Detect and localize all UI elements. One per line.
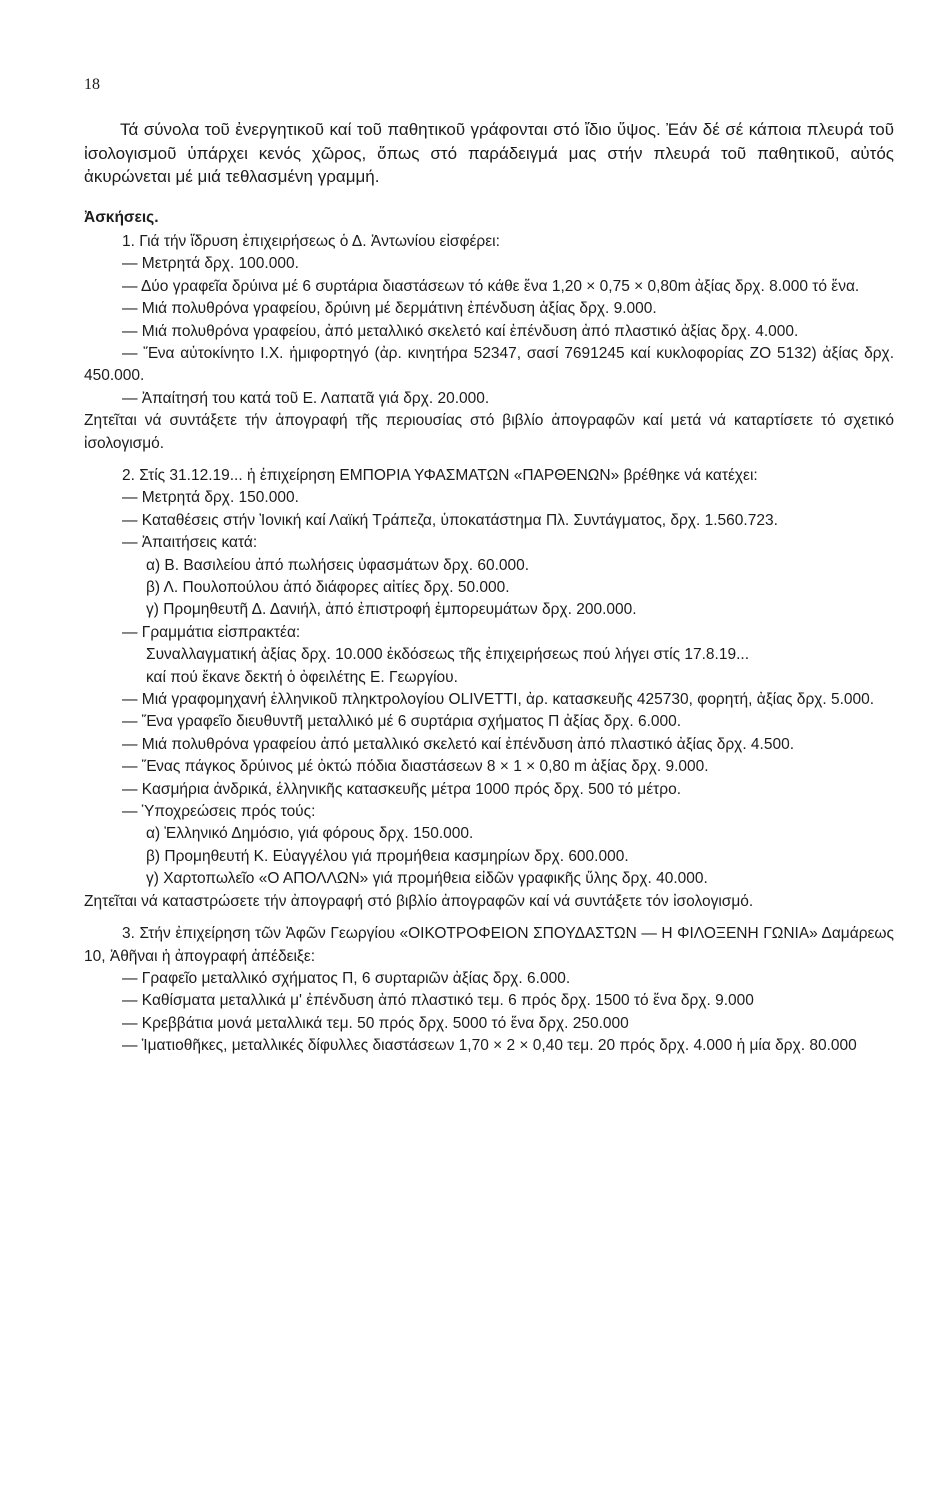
page-number: 18 [84,76,100,93]
exercises-heading: Ἀσκήσεις. [84,208,159,226]
exercise-2-asset: — Μιά γραφομηχανή ἑλληνικοῦ πληκτρολογίου OLIVETTI, ἀρ. κατασκευῆς 425730, φορητή, ἀξίας δρχ. 5.000. [122,691,875,709]
exercise-3-item: — Κρεββάτια μονά μεταλλικά τεμ. 50 πρός δρχ. 5000 τό ἕνα δρχ. 250.000 [122,1014,629,1032]
exercise-1-title: 1. Γιά τήν ἵδρυση ἐπιχειρήσεως ὁ Δ. Ἀντωνίου εἰσφέρει: [122,232,500,250]
exercise-1-item: — Μιά πολυθρόνα γραφείου, δρύινη μέ δερμάτινη ἐπένδυση ἀξίας δρχ. 9.000. [122,300,657,318]
exercise-1-item: — Μιά πολυθρόνα γραφείου, ἀπό μεταλλικό σκελετό καί ἐπένδυση ἀπό πλαστικό ἀξίας δρχ. 4.000. [122,322,799,340]
exercise-2-cash: — Μετρητά δρχ. 150.000. [122,489,299,507]
exercise-1-item: — Ἀπαίτησή του κατά τοῦ Ε. Λαπατᾶ γιά δρχ. 20.000. [122,389,490,407]
exercise-2-title: 2. Στίς 31.12.19... ἡ ἐπιχείρηση ΕΜΠΟΡΙΑ ΥΦΑΣΜΑΤΩΝ «ΠΑΡΘΕΝΩΝ» βρέθηκε νά κατέχει: [122,466,758,484]
exercise-2-notes-label: — Γραμμάτια εἰσπρακτέα: [122,623,301,641]
exercise-2-claim: α) Β. Βασιλείου ἀπό πωλήσεις ὑφασμάτων δρχ. 60.000. [146,556,530,574]
exercise-2-asset: — Κασμήρια ἀνδρικά, ἑλληνικῆς κατασκευῆς μέτρα 1000 πρός δρχ. 500 τό μέτρο. [122,780,682,798]
exercise-1-item: — Ἕνα αὐτοκίνητο Ι.Χ. ἡμιφορτηγό (ἀρ. κινητήρα 52347, σασί 7691245 καί κυκλοφορίας ΖΟ 5132) ἀξίας δρχ. 450.000. [84,344,894,385]
exercise-2-notes-line: Συναλλαγματική ἀξίας δρχ. 10.000 ἐκδόσεως τῆς ἐπιχειρήσεως πού λήγει στίς 17.8.19... [146,646,749,664]
exercise-2-claims-label: — Ἀπαιτήσεις κατά: [122,534,258,552]
exercise-2-asset: — Ἕνα γραφεῖο διευθυντῆ μεταλλικό μέ 6 συρτάρια σχήματος Π ἀξίας δρχ. 6.000. [122,713,682,731]
exercise-2-liability: α) Ἑλληνικό Δημόσιο, γιά φόρους δρχ. 150.000. [146,825,474,843]
exercise-2-asset: — Ἕνας πάγκος δρύινος μέ ὀκτώ πόδια διαστάσεων 8 × 1 × 0,80 m ἀξίας δρχ. 9.000. [122,758,709,776]
exercise-2-notes-line: καί πού ἔκανε δεκτή ὁ ὀφειλέτης Ε. Γεωργίου. [146,668,458,686]
exercise-3-title: 3. Στήν ἐπιχείρηση τῶν Ἀφῶν Γεωργίου «ΟΙΚΟΤΡΟΦΕΙΟΝ ΣΠΟΥΔΑΣΤΩΝ — Η ΦΙΛΟΞΕΝΗ ΓΩΝΙΑ» Δαμάρεως 10, Ἀθῆναι ἡ ἀπογραφή ἀπέδειξε: [84,925,894,965]
exercise-2-claim: β) Λ. Πουλοπούλου ἀπό διάφορες αἰτίες δρχ. 50.000. [146,579,510,596]
exercise-2-deposits: — Καταθέσεις στήν Ἰονική καί Λαϊκή Τράπεζα, ὑποκατάστημα Πλ. Συντάγματος, δρχ. 1.560.723. [122,511,778,529]
exercise-1-task: Ζητεῖται νά συντάξετε τήν ἀπογραφή τῆς περιουσίας στό βιβλίο ἀπογραφῶν καί μετά νά καταρτίσετε τό σχετικό ἰσολογισμό. [84,412,894,452]
exercise-2-task: Ζητεῖται νά καταστρώσετε τήν ἀπογραφή στό βιβλίο ἀπογραφῶν καί νά συντάξετε τόν ἰσολογισμό. [84,892,754,910]
intro-paragraph: Τά σύνολα τοῦ ἐνεργητικοῦ καί τοῦ παθητικοῦ γράφονται στό ἴδιο ὕψος. Ἐάν δέ σέ κάποια πλευρά τοῦ ἰσολογισμοῦ ὑπάρχει κενός χῶρος, ὅπως στό παράδειγμά μας στήν πλευρά τοῦ παθητικοῦ, αὐτός ἀκυρώνεται μέ μιά τεθλασμένη γραμμή. [84,120,894,186]
exercise-2-liability: β) Προμηθευτή Κ. Εὐαγγέλου γιά προμήθεια κασμηρίων δρχ. 600.000. [146,847,629,865]
exercise-2-asset: — Μιά πολυθρόνα γραφείου ἀπό μεταλλικό σκελετό καί ἐπένδυση ἀπό πλαστικό ἀξίας δρχ. 4.500. [122,735,795,753]
page-body [84,118,894,1058]
exercise-2-liabilities-label: — Ὑποχρεώσεις πρός τούς: [122,803,316,821]
exercise-3-item: — Γραφεῖο μεταλλικό σχήματος Π, 6 συρταριῶν ἀξίας δρχ. 6.000. [122,969,571,987]
exercise-1-item: — Δύο γραφεῖα δρύινα μέ 6 συρτάρια διαστάσεων τό κάθε ἕνα 1,20 × 0,75 × 0,80m ἀξίας δρχ. 8.000 τό ἕνα. [122,277,860,295]
exercise-3-item: — Καθίσματα μεταλλικά μ' ἐπένδυση ἀπό πλαστικό τεμ. 6 πρός δρχ. 1500 τό ἕνα δρχ. 9.000 [122,992,754,1010]
exercise-2-liability: γ) Χαρτοπωλεῖο «Ο ΑΠΟΛΛΩΝ» γιά προμήθεια εἰδῶν γραφικῆς ὕλης δρχ. 40.000. [146,870,708,888]
exercise-1-item: — Μετρητά δρχ. 100.000. [122,255,299,273]
exercise-3-item: — Ἱματιοθῆκες, μεταλλικές δίφυλλες διαστάσεων 1,70 × 2 × 0,40 τεμ. 20 πρός δρχ. 4.000 ἡ μία δρχ. 80.000 [122,1037,857,1055]
exercise-2-claim: γ) Προμηθευτῆ Δ. Δανιήλ, ἀπό ἐπιστροφή ἐμπορευμάτων δρχ. 200.000. [146,601,637,619]
